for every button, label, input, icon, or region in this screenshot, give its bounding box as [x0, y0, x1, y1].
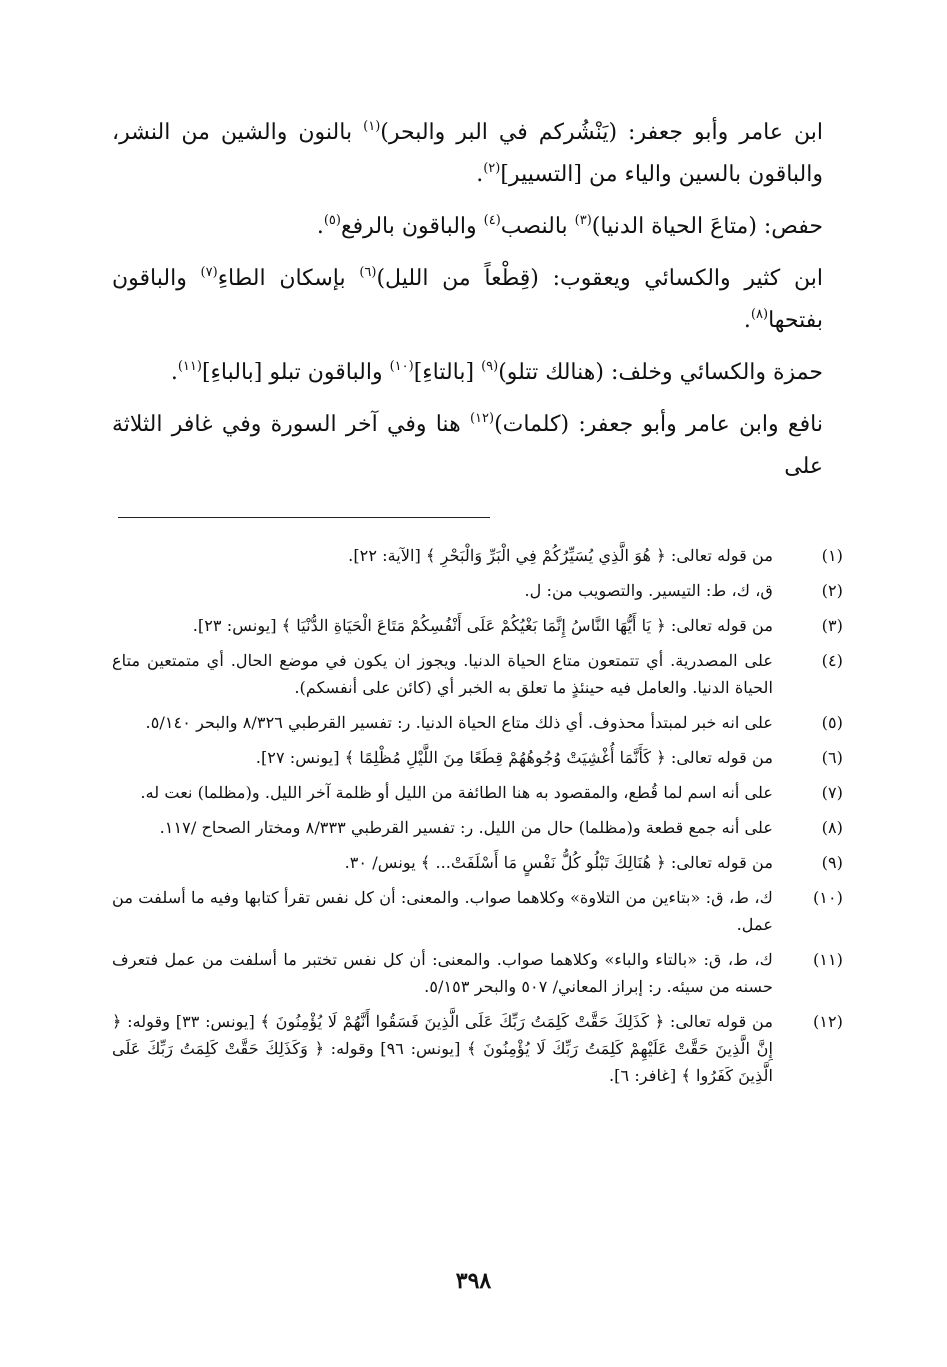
footnote-text: على أنه جمع قطعة و(مظلما) حال من الليل. ر: تفسير القرطبي ٨/٣٣٣ ومختار الصحاح /١١٧.	[159, 818, 773, 837]
footnote-ref: (٥)	[323, 213, 341, 228]
footnote-ref: (١٢)	[469, 411, 495, 426]
footnote-text: من قوله تعالى: ﴿ كَذَلِكَ حَقَّتْ كَلِمَتُ رَبِّكَ عَلَى الَّذِينَ فَسَقُوا أَنَّهُمْ لَا يُؤْمِنُونَ ﴾ [يونس: ٣٣] وقوله: ﴿ إِنَّ الَّذِينَ حَقَّتْ عَلَيْهِمْ كَلِمَتُ رَبِّكَ لَا يُؤْمِنُونَ ﴾ [يونس: ٩٦] وقوله: ﴿ وَكَذَلِكَ حَقَّتْ كَلِمَتُ رَبِّكَ عَلَى الَّذِينَ كَفَرُوا ﴾ [غافر: ٦].	[112, 1012, 773, 1085]
footnote-text: من قوله تعالى: ﴿ هُنَالِكَ تَبْلُو كُلُّ نَفْسٍ مَا أَسْلَفَتْ... ﴾ يونس/ ٣٠.	[344, 853, 773, 872]
footnote-ref: (٧)	[200, 265, 218, 280]
footnote	[112, 577, 843, 604]
footnote	[112, 744, 843, 771]
footnote	[112, 542, 843, 569]
footnote-number: (١)	[821, 546, 843, 565]
footnote-text: على أنه اسم لما قُطع، والمقصود به هنا الطائفة من الليل أو ظلمة آخر الليل. و(مظلما) نعت له.	[140, 783, 773, 802]
footnote-number: (١١)	[812, 950, 843, 969]
reading-paragraph: حمزة والكسائي وخلف: (هنالك تتلو)$^{(٩)}$ [بالتاءِ]$^{(١٠)}$ والباقون تبلو [بالباءِ]$^{(١١)}$.	[170, 359, 823, 385]
footnote-ref: (٢)	[483, 161, 501, 176]
page-number: ٣٩٨	[455, 1268, 492, 1294]
footnote	[112, 946, 843, 1000]
footnote-separator	[118, 517, 490, 518]
footnote	[112, 1008, 843, 1089]
footnote-text: على انه خبر لمبتدأ محذوف. أي ذلك متاع الحياة الدنيا. ر: تفسير القرطبي ٨/٣٢٦ والبحر ٥/١٤٠.	[145, 713, 773, 732]
footnote-number: (٧)	[821, 783, 843, 802]
footnote-text: ك، ط، ق: «بالتاء والباء» وكلاهما صواب. والمعنى: أن كل نفس تختبر ما أسلفت من عمل فتعرف حسنه من سيئه. ر: إبراز المعاني/ ٥٠٧ والبحر ٥/١٥٣.	[112, 950, 773, 996]
footnote-ref: (٦)	[359, 265, 377, 280]
footnote	[112, 849, 843, 876]
footnote-number: (١٠)	[812, 888, 843, 907]
footnote-ref: (٣)	[574, 213, 592, 228]
footnote-ref: (١)	[363, 119, 381, 134]
footnote-number: (٤)	[821, 651, 843, 670]
footnote-ref: (٨)	[750, 307, 769, 322]
footnote-ref: (١١)	[177, 359, 202, 374]
footnote-number: (٥)	[821, 713, 843, 732]
main-text	[112, 112, 823, 498]
footnote-number: (٩)	[821, 853, 843, 872]
footnote-text: من قوله تعالى: ﴿ يَا أَيُّهَا النَّاسُ إِنَّمَا بَغْيُكُمْ عَلَى أَنْفُسِكُمْ مَتَاعَ الْحَيَاةِ الدُّنْيَا ﴾ [يونس: ٢٣].	[192, 616, 773, 635]
footnote-number: (٨)	[821, 818, 843, 837]
footnote	[112, 647, 843, 701]
footnote-text: من قوله تعالى: ﴿ هُوَ الَّذِي يُسَيِّرُكُمْ فِي الْبَرِّ وَالْبَحْرِ ﴾ [الآية: ٢٢].	[348, 546, 773, 565]
reading-paragraph: نافع وابن عامر وأبو جعفر: (كلمات)$^{(١٢)}$ هنا وفي آخر السورة وفي غافر الثلاثة على	[112, 411, 823, 479]
footnote-number: (٢)	[821, 581, 843, 600]
footnote	[112, 612, 843, 639]
footnote-ref: (٤)	[483, 213, 501, 228]
footnote	[112, 814, 843, 841]
footnote-ref: (٩)	[481, 359, 499, 374]
footnote-number: (٣)	[821, 616, 843, 635]
footnotes	[112, 542, 843, 1097]
reading-paragraph: ابن كثير والكسائي ويعقوب: (قِطْعاً من الليل)$^{(٦)}$ بإسكان الطاءِ$^{(٧)}$ والباقون بفتحها$^{(٨)}$.	[112, 265, 823, 333]
footnote-ref: (١٠)	[389, 359, 414, 374]
footnote-text: ك، ط، ق: «بتاءين من التلاوة» وكلاهما صواب. والمعنى: أن كل نفس تقرأ كتابها وفيه ما أسلفت من عمل.	[112, 888, 773, 934]
footnote-text: ق، ك، ط: التيسير. والتصويب من: ل.	[524, 581, 773, 600]
reading-paragraph: ابن عامر وأبو جعفر: (يَنْشُركم في البر والبحر)$^{(١)}$ بالنون والشين من النشر، والباقون بالسين والياء من [التسيير]$^{(٢)}$.	[112, 119, 824, 187]
footnote-text: على المصدرية. أي تتمتعون متاع الحياة الدنيا. ويجوز ان يكون في موضع الحال. أي متمتعين متاع الحياة الدنيا. والعامل فيه حينئذٍ ما تعلق به الخبر أي (كائن على أنفسكم).	[112, 651, 773, 697]
footnote-number: (٦)	[821, 748, 843, 767]
footnote	[112, 779, 843, 806]
footnote	[112, 884, 843, 938]
footnote	[112, 709, 843, 736]
footnote-text: من قوله تعالى: ﴿ كَأَنَّمَا أُغْشِيَتْ وُجُوهُهُمْ قِطَعًا مِنَ اللَّيْلِ مُظْلِمًا ﴾ [يونس: ٢٧].	[255, 748, 773, 767]
reading-paragraph: حفص: (متاعَ الحياة الدنيا)$^{(٣)}$ بالنصب$^{(٤)}$ والباقون بالرفع$^{(٥)}$.	[316, 213, 823, 239]
footnote-number: (١٢)	[812, 1012, 843, 1031]
